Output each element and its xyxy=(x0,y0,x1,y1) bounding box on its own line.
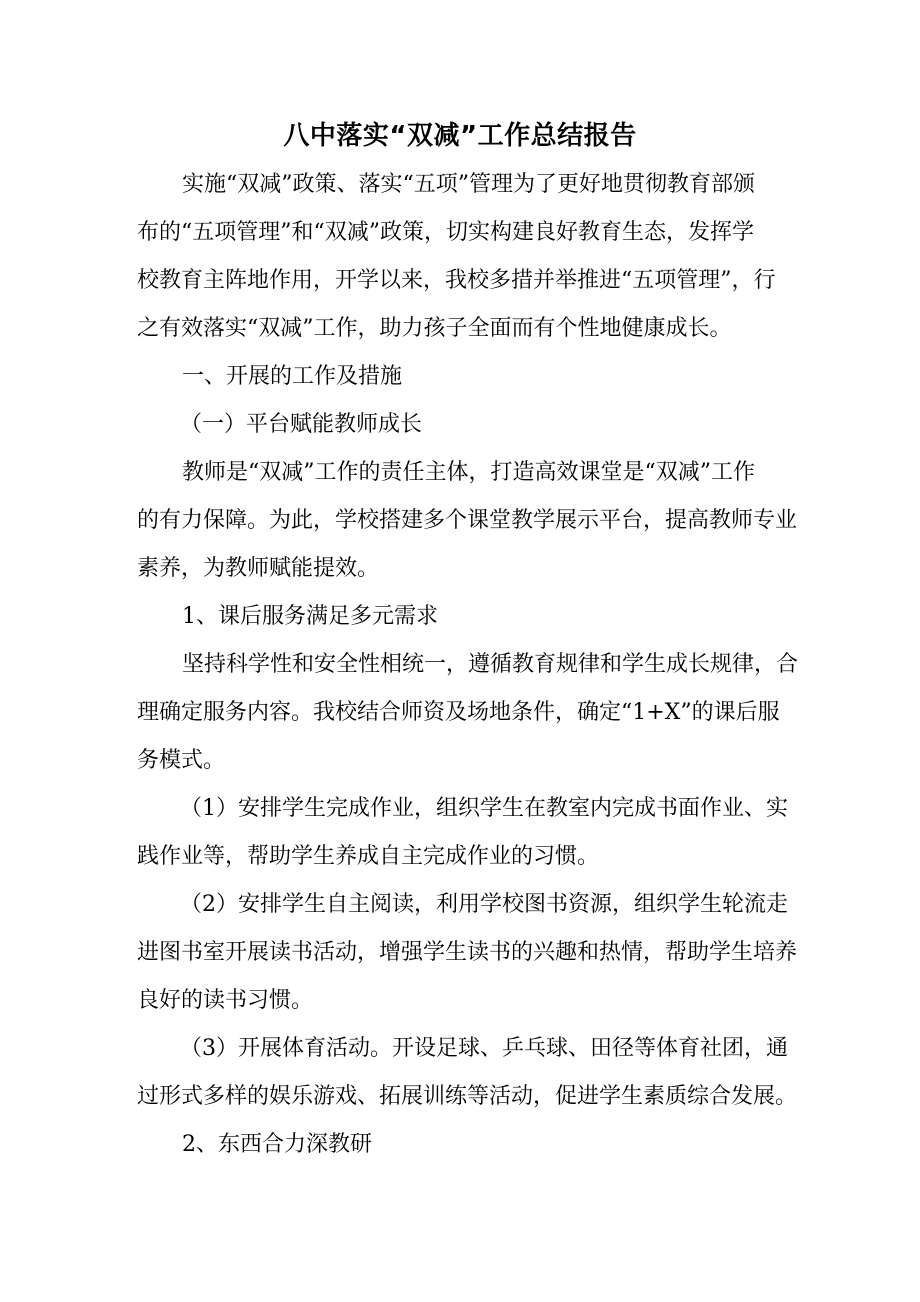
item-heading: 2、东西合力深教研 xyxy=(182,1132,372,1157)
list-item-line: 良好的读书习惯。 xyxy=(137,988,314,1013)
paragraph-line: 务模式。 xyxy=(137,748,226,773)
list-item-line: 践作业等，帮助学生养成自主完成作业的习惯。 xyxy=(137,844,600,869)
paragraph-line: 校教育主阵地作用，开学以来，我校多措并举推进“五项管理”，行 xyxy=(137,268,776,293)
list-item-line: （2）安排学生自主阅读，利用学校图书资源，组织学生轮流走 xyxy=(180,892,788,917)
paragraph-line: 实施“双减”政策、落实“五项”管理为了更好地贯彻教育部颁 xyxy=(182,172,755,197)
paragraph-line: 之有效落实“双减”工作，助力孩子全面而有个性地健康成长。 xyxy=(137,316,732,341)
item-heading: 1、课后服务满足多元需求 xyxy=(182,604,438,629)
subsection-heading: （一）平台赋能教师成长 xyxy=(180,412,423,437)
list-item-line: （1）安排学生完成作业，组织学生在教室内完成书面作业、实 xyxy=(180,796,788,821)
list-item-line: 进图书室开展读书活动，增强学生读书的兴趣和热情，帮助学生培养 xyxy=(137,940,798,965)
document-title: 八中落实“双减”工作总结报告 xyxy=(283,121,637,151)
paragraph-line: 理确定服务内容。我校结合师资及场地条件，确定“1+X”的课后服 xyxy=(137,700,780,725)
paragraph-line: 布的“五项管理”和“双减”政策，切实构建良好教育生态，发挥学 xyxy=(137,220,754,245)
list-item-line: （3）开展体育活动。开设足球、乒乓球、田径等体育社团，通 xyxy=(180,1036,788,1061)
paragraph-line: 素养，为教师赋能提效。 xyxy=(137,556,380,581)
list-item-line: 过形式多样的娱乐游戏、拓展训练等活动，促进学生素质综合发展。 xyxy=(137,1084,798,1109)
section-heading: 一、开展的工作及措施 xyxy=(182,364,403,389)
paragraph-line: 教师是“双减”工作的责任主体，打造高效课堂是“双减”工作 xyxy=(182,460,755,485)
paragraph-line: 的有力保障。为此，学校搭建多个课堂教学展示平台，提高教师专业 xyxy=(137,508,798,533)
paragraph-line: 坚持科学性和安全性相统一，遵循教育规律和学生成长规律，合 xyxy=(182,652,799,677)
